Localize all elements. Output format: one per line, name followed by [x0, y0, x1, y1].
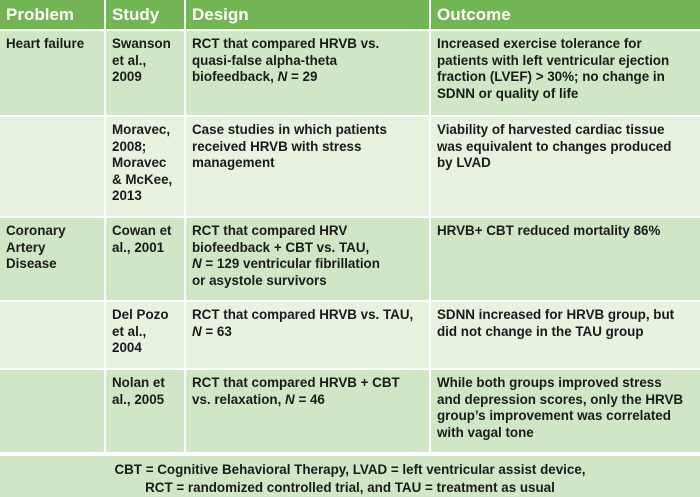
- cell-problem: [0, 217, 105, 301]
- cell-outcome: [430, 116, 700, 217]
- design-text: management: [192, 155, 275, 170]
- cell-study: [105, 116, 185, 217]
- problem-text: Coronary: [6, 223, 66, 238]
- problem-text: Artery: [6, 239, 46, 255]
- design-text: vs. relaxation,: [192, 391, 286, 407]
- sample-size-value: = 63: [201, 323, 232, 339]
- design-text-n-line: [192, 392, 423, 409]
- table-row: [0, 30, 700, 116]
- study-text: 2004: [112, 340, 142, 355]
- header-outcome: Outcome: [430, 0, 700, 30]
- abbreviations-footnote: [0, 454, 700, 497]
- design-text-n-line: [192, 69, 423, 86]
- cell-outcome: [430, 369, 700, 453]
- cell-study: [105, 369, 185, 453]
- sample-size-symbol: N: [192, 323, 202, 339]
- outcome-text: and depression scores, only the HRVB: [437, 391, 684, 407]
- table-row: [0, 369, 700, 453]
- footnote-line: CBT = Cognitive Behavioral Therapy, LVAD = left ventricular assist device,: [114, 462, 586, 477]
- header-problem: Problem: [0, 0, 105, 30]
- table-row: [0, 116, 700, 217]
- cell-design: [185, 30, 430, 116]
- study-text: 2009: [112, 69, 142, 84]
- cell-problem: [0, 301, 105, 369]
- cell-outcome: [430, 217, 700, 301]
- design-text: quasi-false alpha-theta: [192, 52, 338, 68]
- cell-problem: [0, 116, 105, 217]
- sample-size-symbol: N: [192, 256, 202, 271]
- header-row: [0, 0, 700, 30]
- design-text: RCT that compared HRV: [192, 223, 348, 238]
- study-text: al., 2001: [112, 239, 165, 255]
- header-study: Study: [105, 0, 185, 30]
- outcome-text: HRVB+ CBT reduced mortality 86%: [437, 223, 661, 238]
- cell-outcome: [430, 30, 700, 116]
- design-text: RCT that compared HRVB vs. TAU,: [192, 307, 414, 322]
- outcome-text: did not change in the TAU group: [437, 323, 644, 339]
- outcome-text: While both groups improved stress: [437, 375, 662, 390]
- design-text: biofeedback + CBT vs. TAU,: [192, 239, 370, 255]
- design-text-n-line: [192, 324, 423, 341]
- sample-size-symbol: N: [285, 391, 295, 407]
- outcome-text: group’s improvement was correlated: [437, 408, 671, 423]
- cell-design: [185, 217, 430, 301]
- cell-design: [185, 369, 430, 453]
- outcome-text: was equivalent to changes produced: [437, 138, 672, 154]
- outcome-text: with vagal tone: [437, 424, 534, 440]
- sample-size-symbol: N: [277, 69, 288, 84]
- table-row: [0, 217, 700, 301]
- sample-size-value: = 129 ventricular fibrillation: [201, 256, 380, 271]
- outcome-text: SDNN or quality of life: [437, 85, 579, 101]
- header-design: Design: [185, 0, 430, 30]
- design-text: Case studies in which patients: [192, 122, 387, 137]
- cell-study: [105, 217, 185, 301]
- study-text: Swanson: [112, 36, 171, 51]
- cell-problem: [0, 369, 105, 453]
- study-text: Moravec,: [112, 122, 171, 137]
- study-text: 2013: [112, 188, 142, 203]
- study-text: 2008;: [112, 138, 147, 154]
- table-row: [0, 301, 700, 369]
- outcome-text: Viability of harvested cardiac tissue: [437, 122, 665, 137]
- sample-size-value: = 29: [287, 69, 318, 84]
- cell-design: [185, 116, 430, 217]
- design-text: RCT that compared HRVB + CBT: [192, 375, 400, 390]
- design-text: RCT that compared HRVB vs.: [192, 36, 380, 51]
- study-text: al., 2005: [112, 391, 165, 407]
- outcome-text: by LVAD: [437, 155, 491, 170]
- footnote-line: RCT = randomized controlled trial, and TAU = treatment as usual: [145, 480, 555, 495]
- outcome-text: patients with left ventricular ejection: [437, 52, 670, 68]
- outcome-text: Increased exercise tolerance for: [437, 36, 642, 51]
- study-text: Cowan et: [112, 223, 172, 238]
- sample-size-value: = 46: [294, 391, 325, 407]
- design-text: received HRVB with stress: [192, 138, 362, 154]
- study-text: et al.,: [112, 323, 147, 339]
- problem-text: Heart failure: [6, 36, 85, 51]
- outcome-text: fraction (LVEF) > 30%; no change in: [437, 69, 665, 84]
- study-text: et al.,: [112, 52, 147, 68]
- design-text: or asystole survivors: [192, 272, 327, 288]
- cell-outcome: [430, 301, 700, 369]
- cell-study: [105, 301, 185, 369]
- outcome-text: SDNN increased for HRVB group, but: [437, 307, 675, 322]
- study-text: Del Pozo: [112, 307, 169, 322]
- design-text: biofeedback,: [192, 69, 278, 84]
- cell-problem: [0, 30, 105, 116]
- study-text: & McKee,: [112, 171, 173, 187]
- cell-study: [105, 30, 185, 116]
- study-text: Moravec: [112, 155, 167, 170]
- design-text-n-line: [192, 256, 423, 273]
- problem-text: Disease: [6, 256, 57, 271]
- cell-design: [185, 301, 430, 369]
- study-text: Nolan et: [112, 375, 165, 390]
